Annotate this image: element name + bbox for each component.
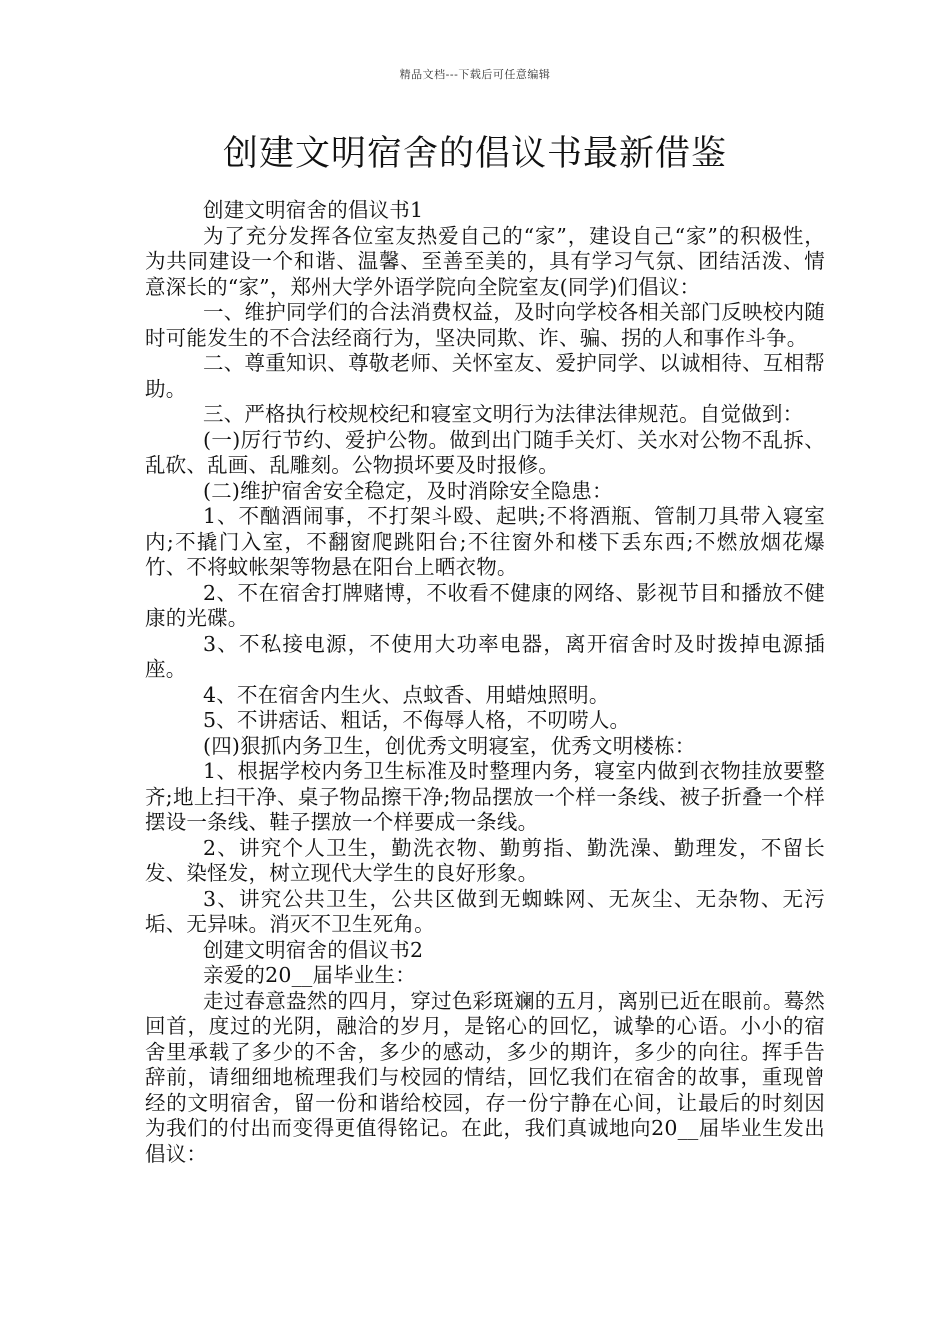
closing-paragraph: 走过春意盎然的四月，穿过色彩斑斓的五月，离别已近在眼前。蓦然回首，度过的光阴，融洽的岁月，是铭心的回忆，诚挚的心语。小小的宿舍里承载了多少的不舍，多少的感动，多少的期许，多少的向往。挥手告辞前，请细细地梳理我们与校园的情结，回忆我们在宿舍的故事，重现曾经的文明宿舍，留一份和谐给校园，存一份宁静在心间，让最后的时刻因为我们的付出而变得更值得铭记。在此，我们真诚地向20__届毕业生发出倡议： xyxy=(145,988,825,1166)
header-note: 精品文档---下载后可任意编辑 xyxy=(399,68,551,81)
document-body xyxy=(145,198,825,1167)
document-title: 创建文明宿舍的倡议书最新借鉴 xyxy=(222,134,727,174)
salutation: 亲爱的20__届毕业生： xyxy=(203,963,416,987)
subitem-safety: (二)维护宿舍安全稳定，及时消除安全隐患： xyxy=(203,478,613,503)
safety-rule-4: 4、不在宿舍内生火、点蚊香、用蜡烛照明。 xyxy=(203,682,610,707)
proposal-item-1: 一、维护同学们的合法消费权益，及时向学校各相关部门反映校内随时可能发生的不合法经商行为，坚决同欺、诈、骗、拐的人和事作斗争。 xyxy=(145,300,825,350)
subitem-frugality: (一)厉行节约、爱护公物。做到出门随手关灯、关水对公物不乱拆、乱砍、乱画、乱雕刻。公物损坏要及时报修。 xyxy=(145,427,825,477)
hygiene-rule-3: 3、讲究公共卫生，公共区做到无蜘蛛网、无灰尘、无杂物、无污垢、无异味。消灭不卫生死角。 xyxy=(145,886,825,936)
subitem-hygiene: (四)狠抓内务卫生，创优秀文明寝室，优秀文明楼栋： xyxy=(203,733,696,758)
section-heading-1: 创建文明宿舍的倡议书1 xyxy=(203,198,424,222)
safety-rule-3: 3、不私接电源，不使用大功率电器，离开宿舍时及时拨掉电源插座。 xyxy=(145,631,825,681)
hygiene-rule-1: 1、根据学校内务卫生标准及时整理内务，寝室内做到衣物挂放要整齐;地上扫干净、桌子物品擦干净;物品摆放一个样一条线、被子折叠一个样摆设一条线、鞋子摆放一个样要成一条线。 xyxy=(145,759,825,834)
proposal-item-3: 三、严格执行校规校纪和寝室文明行为法律法律规范。自觉做到： xyxy=(203,402,804,426)
section-heading-2: 创建文明宿舍的倡议书2 xyxy=(203,937,424,962)
safety-rule-5: 5、不讲痞话、粗话，不侮辱人格，不叨唠人。 xyxy=(203,708,631,732)
safety-rule-1: 1、不酗酒闹事，不打架斗殴、起哄;不将酒瓶、管制刀具带入寝室内;不撬门入室，不翻窗爬跳阳台;不往窗外和楼下丢东西;不燃放烟花爆竹、不将蚊帐架等物悬在阳台上晒衣物。 xyxy=(145,504,825,579)
safety-rule-2: 2、不在宿舍打牌赌博，不收看不健康的网络、影视节目和播放不健康的光碟。 xyxy=(145,580,825,630)
proposal-item-2: 二、尊重知识、尊敬老师、关怀室友、爱护同学、以诚相待、互相帮助。 xyxy=(145,351,825,401)
hygiene-rule-2: 2、讲究个人卫生，勤洗衣物、勤剪指、勤洗澡、勤理发，不留长发、染怪发，树立现代大学生的良好形象。 xyxy=(145,835,825,885)
intro-paragraph: 为了充分发挥各位室友热爱自己的“家”，建设自己“家”的积极性，为共同建设一个和谐、温馨、至善至美的，具有学习气氛、团结活泼、情意深长的“家”，郑州大学外语学院向全院室友(同学)们倡议： xyxy=(145,223,825,299)
